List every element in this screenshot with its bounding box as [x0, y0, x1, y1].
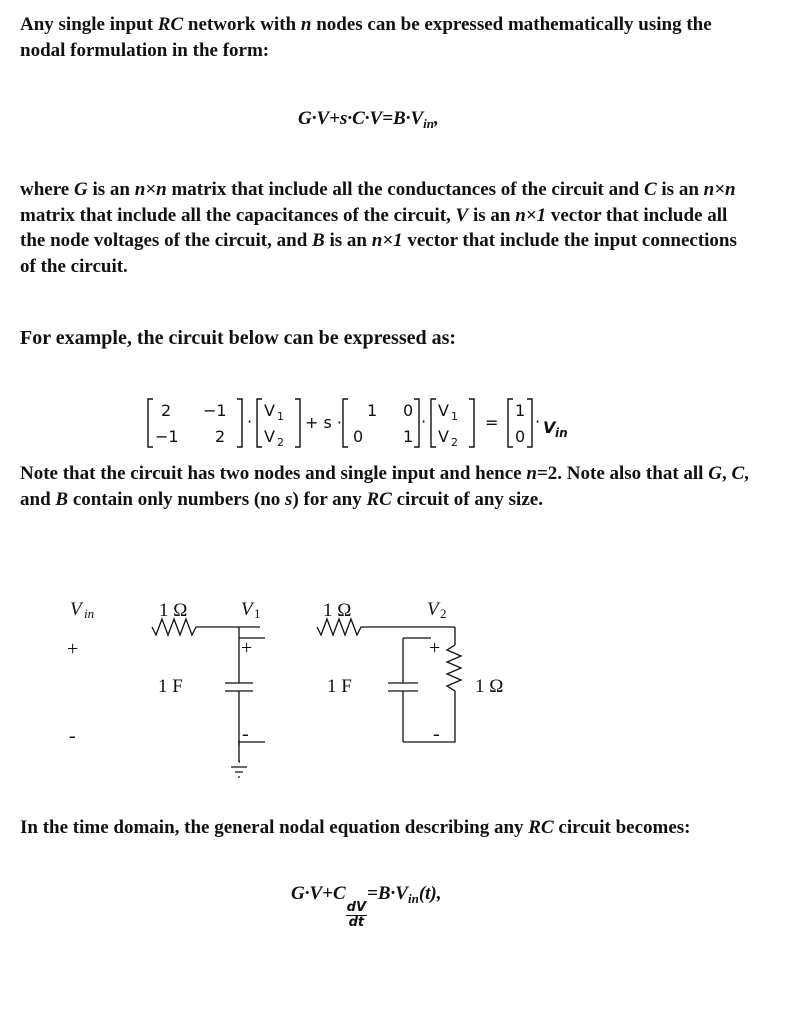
matrix-equation: [145, 395, 625, 451]
c1-label: 1 F: [158, 676, 183, 697]
capacitor-2-symbol: [388, 638, 418, 742]
vin-minus: -: [69, 725, 76, 747]
v1-plus: +: [241, 637, 253, 659]
resistor-1-symbol: [152, 619, 260, 635]
note-var: s: [285, 488, 293, 510]
def-var: G: [74, 179, 88, 200]
r2-label: 1 Ω: [323, 600, 352, 621]
def-var: V: [455, 204, 469, 226]
intro-rc: RC: [157, 14, 184, 35]
equation-sub: in: [423, 116, 434, 131]
time-domain-paragraph: [20, 815, 710, 841]
note-var: n: [526, 463, 537, 484]
example-heading: For example, the circuit below can be expressed as:: [20, 327, 457, 349]
intro-text: Any single input: [20, 14, 158, 35]
vin-sub: in: [555, 426, 568, 440]
v1-minus: -: [242, 723, 249, 745]
nodal-equation: [298, 108, 439, 132]
note-var: B: [55, 488, 69, 510]
c11: 1: [367, 401, 378, 420]
def-var: n×n: [703, 179, 736, 200]
note-text: ) for any: [292, 488, 367, 510]
dot-3: ·: [535, 412, 541, 431]
derivative-fraction: [346, 901, 367, 930]
intro-n: n: [300, 14, 312, 35]
b1: 1: [515, 401, 526, 420]
intro-text: network with: [183, 14, 301, 35]
note-text: =2. Note also that all: [536, 463, 709, 484]
eq2-tail: (t),: [418, 883, 442, 904]
resistor-2-symbol: [317, 619, 455, 635]
eq2-lhs: G·V+C: [291, 883, 346, 904]
def-text: is an: [468, 204, 516, 226]
def-text: is an: [87, 179, 135, 200]
td-rc: RC: [528, 817, 554, 838]
v2-label: V: [427, 599, 439, 620]
note-text: contain only numbers (no: [68, 488, 286, 510]
def-var: C: [643, 179, 657, 200]
note-var: C: [731, 463, 745, 484]
vin-label-sub: in: [84, 606, 95, 621]
def-var: B: [312, 230, 325, 251]
vin-label: V: [70, 599, 82, 620]
v2-minus: -: [433, 723, 440, 745]
w2-sub: 2: [451, 436, 458, 449]
note-paragraph: [20, 461, 750, 512]
b2: 0: [515, 427, 526, 446]
v1-sub: 1: [277, 410, 284, 423]
r1-label: 1 Ω: [159, 600, 188, 621]
td-text: In the time domain, the general nodal equation describing any: [20, 817, 529, 838]
w1-sub: 1: [451, 410, 458, 423]
v1: V: [264, 401, 275, 420]
derivative-denominator: dt: [348, 915, 365, 930]
v2-label-sub: 2: [440, 606, 447, 621]
g21: −1: [155, 427, 179, 446]
w2: V: [438, 427, 449, 446]
dot-1: ·: [247, 412, 253, 431]
eq2-rhs: =B·V: [367, 883, 408, 904]
ground-symbol: [239, 760, 240, 762]
c21: 0: [353, 427, 364, 446]
v2-sub: 2: [277, 436, 284, 449]
def-text: is an: [324, 230, 372, 251]
eq2-sub: in: [407, 891, 419, 906]
note-text: Note that the circuit has two nodes and single input and hence: [20, 463, 527, 484]
w1: V: [438, 401, 449, 420]
c2-label: 1 F: [327, 676, 352, 697]
g12: −1: [203, 401, 227, 420]
r3-label: 1 Ω: [475, 676, 504, 697]
intro-text: nodes can be expressed mathematically using the nodal formulation in the form:: [20, 14, 712, 61]
def-text: is an: [656, 179, 704, 200]
vin-plus: +: [67, 638, 79, 660]
equals-sign: =: [485, 413, 499, 432]
v2: V: [264, 427, 275, 446]
td-text: circuit becomes:: [553, 817, 691, 838]
g22: 2: [215, 427, 226, 446]
def-var: n×1: [371, 230, 403, 251]
v1-label-sub: 1: [254, 606, 261, 621]
note-text: ,: [721, 463, 732, 484]
equation-body: G·V+s·C·V=B·V: [298, 108, 424, 129]
c12: 0: [403, 401, 414, 420]
def-text: matrix that include all the capacitances of the circuit,: [20, 204, 456, 226]
vin: V: [543, 418, 556, 437]
note-text: , and: [20, 463, 749, 510]
def-var: n×1: [515, 204, 547, 226]
g11: 2: [161, 401, 172, 420]
def-text: where: [20, 179, 74, 200]
definition-paragraph: [20, 177, 750, 279]
plus-s: + s ·: [305, 413, 342, 432]
c22: 1: [403, 427, 414, 446]
v1-label: V: [241, 599, 253, 620]
note-var: G: [708, 463, 722, 484]
time-domain-equation: [291, 883, 442, 930]
def-var: n×n: [134, 179, 167, 200]
def-text: vector that include all the node voltages of the circuit, and: [20, 204, 728, 251]
def-text: matrix that include all the conductances of the circuit and: [166, 179, 644, 200]
rc-circuit-diagram: [55, 590, 504, 790]
dot-2: ·: [421, 412, 427, 431]
derivative-numerator: dV: [346, 900, 367, 915]
note-text: circuit of any size.: [391, 488, 543, 510]
v2-plus: +: [429, 637, 441, 659]
def-text: vector that include the input connections of the circuit.: [20, 230, 737, 277]
equation-tail: ,: [433, 108, 439, 129]
intro-paragraph: [20, 12, 750, 63]
note-var: RC: [366, 488, 392, 510]
